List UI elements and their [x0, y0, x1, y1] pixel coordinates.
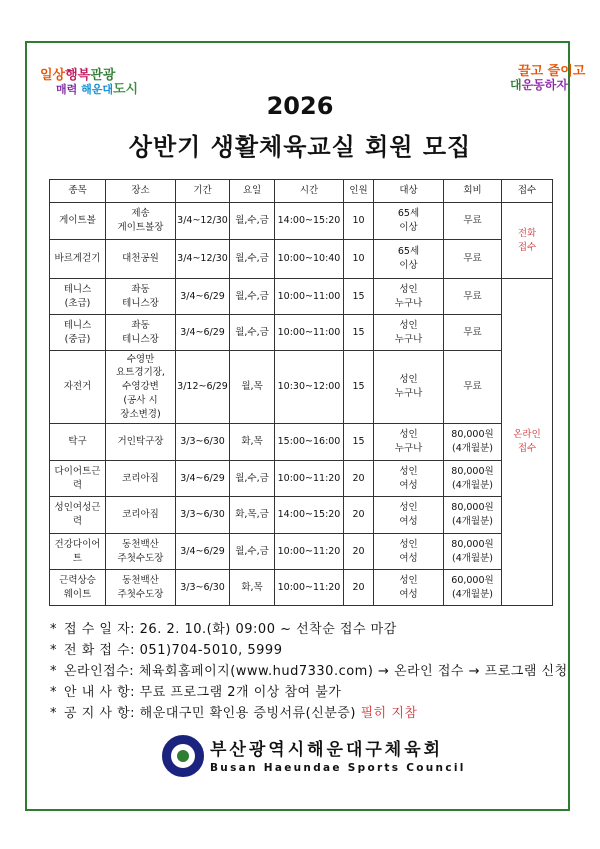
cell-period: 3/3~6/30 [176, 424, 230, 461]
notice-item: * 안 내 사 항: 무료 프로그램 2개 이상 참여 불가 [50, 685, 342, 700]
cell-capacity: 10 [344, 203, 374, 240]
cell-capacity: 20 [344, 497, 374, 534]
cell-period: 3/4~6/29 [176, 461, 230, 497]
cell-fee: 80,000원 (4개월분) [444, 497, 502, 534]
cell-fee: 80,000원 (4개월분) [444, 461, 502, 497]
cell-time: 10:00~10:40 [275, 240, 344, 279]
cell-time: 10:30~12:00 [275, 351, 344, 424]
cell-fee: 60,000원 (4개월분) [444, 570, 502, 606]
header-days: 요일 [230, 180, 275, 203]
cell-target: 성인 누구나 [374, 424, 444, 461]
cell-place: 거인탁구장 [106, 424, 176, 461]
cell-capacity: 15 [344, 351, 374, 424]
notice-list [50, 618, 570, 723]
cell-time: 14:00~15:20 [275, 497, 344, 534]
cell-time: 10:00~11:20 [275, 570, 344, 606]
table-header-row [50, 180, 553, 203]
header-period: 기간 [176, 180, 230, 203]
cell-target: 성인 여성 [374, 570, 444, 606]
cell-place: 좌동 테니스장 [106, 279, 176, 315]
header-place: 장소 [106, 180, 176, 203]
asterisk-icon: * [50, 622, 57, 637]
cell-fee: 무료 [444, 279, 502, 315]
cell-place: 코리아짐 [106, 461, 176, 497]
table-row [50, 534, 553, 570]
cell-reception-phone: 전화 접수 [502, 203, 553, 279]
cell-target: 65세 이상 [374, 240, 444, 279]
cell-sport: 테니스 (초급) [50, 279, 106, 315]
cell-capacity: 15 [344, 279, 374, 315]
cell-sport: 바르게걷기 [50, 240, 106, 279]
asterisk-icon: * [50, 664, 57, 679]
cell-place: 대천공원 [106, 240, 176, 279]
cell-period: 3/4~6/29 [176, 534, 230, 570]
cell-sport: 근력상승 웨이트 [50, 570, 106, 606]
cell-capacity: 20 [344, 534, 374, 570]
cell-time: 10:00~11:00 [275, 315, 344, 351]
exercise-campaign-logo: 끌고 즐이고 대운동하자 [510, 64, 586, 92]
asterisk-icon: * [50, 706, 57, 721]
cell-target: 성인 누구나 [374, 315, 444, 351]
table-row [50, 424, 553, 461]
cell-sport: 테니스 (중급) [50, 315, 106, 351]
notice-item: * 전 화 접 수: 051)704-5010, 5999 [50, 643, 283, 658]
cell-days: 월,수,금 [230, 240, 275, 279]
cell-sport: 게이트볼 [50, 203, 106, 240]
cell-time: 15:00~16:00 [275, 424, 344, 461]
cell-period: 3/3~6/30 [176, 570, 230, 606]
organization-name-korean: 부산광역시해운대구체육회 [210, 740, 444, 760]
table-row [50, 351, 553, 424]
cell-sport: 탁구 [50, 424, 106, 461]
notice-item: * 접 수 일 자: 26. 2. 10.(화) 09:00 ~ 선착순 접수 마감 [50, 622, 397, 637]
cell-period: 3/4~6/29 [176, 279, 230, 315]
cell-days: 월,수,금 [230, 203, 275, 240]
cell-place: 동천백산 주첫수도장 [106, 570, 176, 606]
cell-days: 월,수,금 [230, 461, 275, 497]
cell-period: 3/3~6/30 [176, 497, 230, 534]
header-reception: 접수 [502, 180, 553, 203]
cell-capacity: 15 [344, 424, 374, 461]
cell-days: 월,수,금 [230, 279, 275, 315]
notice-item: * 온라인접수: 체육회홈페이지(www.hud7330.com) → 온라인 접수 → 프로그램 신청 [50, 664, 568, 679]
cell-time: 14:00~15:20 [275, 203, 344, 240]
cell-target: 성인 여성 [374, 461, 444, 497]
header-capacity: 인원 [344, 180, 374, 203]
cell-days: 화,목,금 [230, 497, 275, 534]
cell-days: 화,목 [230, 424, 275, 461]
header-sport: 종목 [50, 180, 106, 203]
table-row [50, 570, 553, 606]
cell-fee: 80,000원 (4개월분) [444, 534, 502, 570]
cell-target: 65세 이상 [374, 203, 444, 240]
cell-fee: 무료 [444, 351, 502, 424]
cell-time: 10:00~11:20 [275, 461, 344, 497]
title-year: 2026 [266, 92, 334, 120]
cell-capacity: 10 [344, 240, 374, 279]
program-schedule-table [49, 179, 553, 606]
cell-fee: 80,000원 (4개월분) [444, 424, 502, 461]
header-target: 대상 [374, 180, 444, 203]
cell-reception-online: 온라인 접수 [502, 279, 553, 606]
cell-sport: 건강다이어트 [50, 534, 106, 570]
table-row [50, 240, 553, 279]
header-fee: 회비 [444, 180, 502, 203]
cell-capacity: 20 [344, 570, 374, 606]
cell-place: 동천백산 주첫수도장 [106, 534, 176, 570]
notice-item: * 공 지 사 항: 해운대구민 확인용 증빙서류(신분증) 필히 지참 [50, 706, 418, 721]
cell-period: 3/4~12/30 [176, 203, 230, 240]
cell-target: 성인 여성 [374, 534, 444, 570]
cell-time: 10:00~11:00 [275, 279, 344, 315]
table-row [50, 279, 553, 315]
table-row [50, 203, 553, 240]
cell-place: 코리아짐 [106, 497, 176, 534]
cell-days: 화,목 [230, 570, 275, 606]
cell-period: 3/4~12/30 [176, 240, 230, 279]
cell-target: 성인 여성 [374, 497, 444, 534]
cell-time: 10:00~11:20 [275, 534, 344, 570]
cell-target: 성인 누구나 [374, 279, 444, 315]
cell-fee: 무료 [444, 240, 502, 279]
cell-period: 3/12~6/29 [176, 351, 230, 424]
cell-sport: 성인여성근력 [50, 497, 106, 534]
header-time: 시간 [275, 180, 344, 203]
asterisk-icon: * [50, 685, 57, 700]
cell-capacity: 15 [344, 315, 374, 351]
cell-target: 성인 누구나 [374, 351, 444, 424]
cell-place: 좌동 테니스장 [106, 315, 176, 351]
cell-sport: 다이어트근력 [50, 461, 106, 497]
table-row [50, 497, 553, 534]
cell-period: 3/4~6/29 [176, 315, 230, 351]
cell-sport: 자전거 [50, 351, 106, 424]
table-row [50, 461, 553, 497]
cell-days: 월,수,금 [230, 315, 275, 351]
cell-place: 제송 게이트볼장 [106, 203, 176, 240]
asterisk-icon: * [50, 643, 57, 658]
cell-place: 수영만 요트경기장, 수영강변 (공사 시 장소변경) [106, 351, 176, 424]
cell-days: 월,수,금 [230, 534, 275, 570]
cell-fee: 무료 [444, 203, 502, 240]
table-row [50, 315, 553, 351]
sports-council-emblem-icon [162, 735, 204, 777]
organization-name-english: Busan Haeundae Sports Council [210, 762, 466, 774]
cell-days: 월,목 [230, 351, 275, 424]
page-title: 상반기 생활체육교실 회원 모집 [128, 133, 472, 161]
cell-capacity: 20 [344, 461, 374, 497]
cell-fee: 무료 [444, 315, 502, 351]
haeundae-city-slogan-logo: 일상행복관광 매력 해운대도시 [40, 68, 139, 97]
